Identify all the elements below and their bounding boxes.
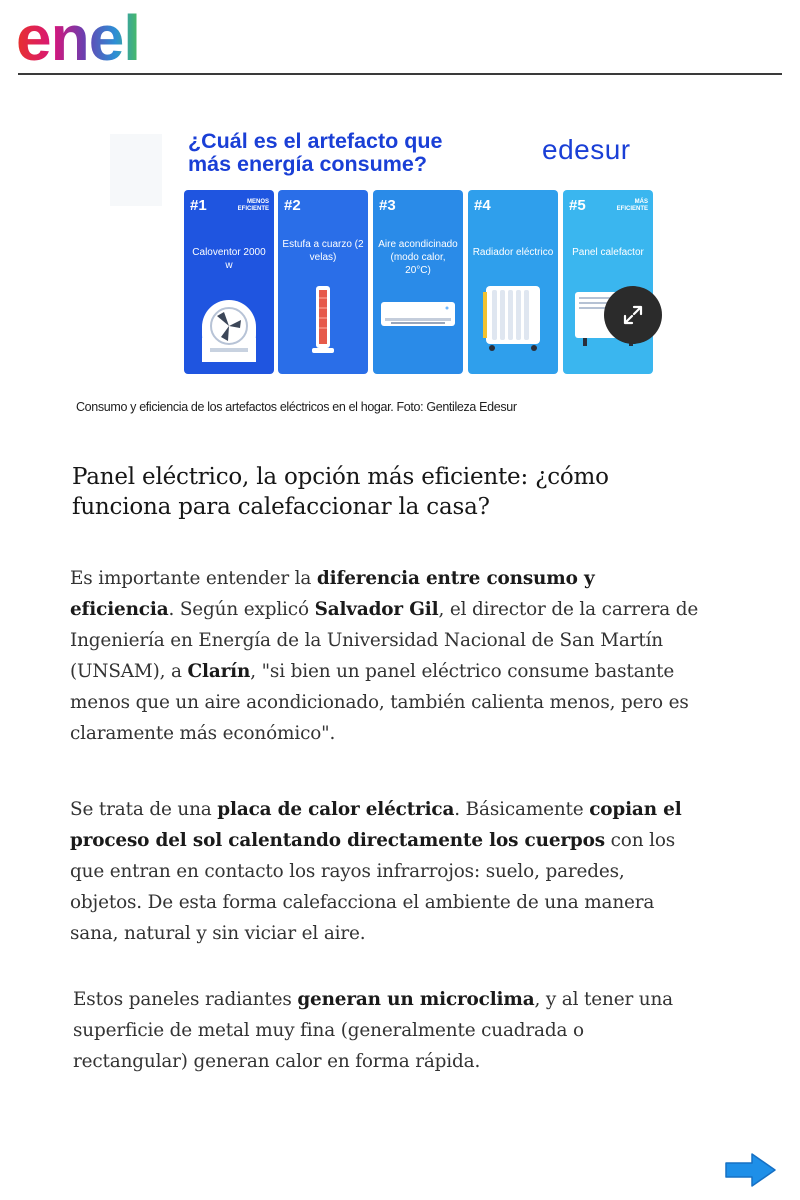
section-heading: Panel eléctrico, la opción más eficiente: ¿cómo funciona para calefaccionar la casa?	[72, 464, 609, 520]
enel-logo-text: enel	[16, 4, 141, 68]
card-rank: #2	[284, 197, 301, 214]
next-page-button[interactable]	[724, 1150, 778, 1190]
expand-icon	[623, 305, 643, 325]
infographic-title-line-2: más energía consume?	[188, 152, 427, 176]
card-badge-line-2: EFICIENTE	[237, 206, 269, 212]
card-label: Aire acondicinado (modo calor, 20°C)	[378, 239, 458, 276]
card-badge	[617, 199, 648, 213]
card-rank: #1	[190, 197, 207, 214]
bold-phrase: copian el proceso del sol calentando directamente los cuerpos	[70, 799, 682, 851]
text-run: , "si bien un panel eléctrico consume bastante menos que un aire acondicionado, también calienta menos, pero es claramente más económico".	[70, 661, 689, 744]
text-run: , el director de la carrera de Ingeniería en Energía de la Universidad Nacional de San Martín (UNSAM), a	[70, 599, 699, 682]
arrow-right-icon	[726, 1154, 775, 1186]
appliance-card-1	[184, 190, 274, 374]
infographic-title	[188, 130, 508, 176]
infographic-image[interactable]	[110, 128, 730, 410]
card-rank: #5	[569, 197, 586, 214]
text-run: Estos paneles radiantes	[73, 989, 298, 1010]
card-rank: #4	[474, 197, 491, 214]
article-paragraph-2	[70, 794, 700, 949]
card-label: Panel calefactor	[572, 247, 644, 258]
text-run: , y al tener una superficie de metal muy fina (generalmente cuadrada o rectangular) generan calor en forma rápida.	[73, 989, 673, 1072]
header-divider	[18, 73, 782, 75]
card-label: Radiador eléctrico	[472, 247, 554, 258]
expand-image-button[interactable]	[604, 286, 662, 344]
card-badge-line-1: MENOS	[246, 199, 269, 205]
card-badge	[238, 199, 269, 213]
edesur-logo: edesur	[542, 134, 631, 165]
quartz-heater-icon	[278, 286, 368, 372]
article-paragraph-3	[73, 984, 703, 1077]
appliance-card-3	[373, 190, 463, 374]
article-paragraph-1	[70, 563, 700, 749]
oil-radiator-icon	[468, 286, 558, 372]
card-badge-line-2: EFICIENTE	[616, 206, 648, 212]
card-badge-line-1: MÁS	[634, 199, 648, 205]
infographic-background-fragment	[110, 134, 162, 206]
fan-heater-icon	[184, 286, 274, 372]
brand-header	[0, 0, 800, 76]
text-run: . Básicamente	[454, 799, 590, 820]
bold-phrase: Clarín	[187, 661, 251, 682]
article-figure	[110, 128, 730, 410]
bold-phrase: placa de calor eléctrica	[217, 799, 455, 820]
bold-phrase: Salvador Gil	[314, 599, 439, 620]
air-conditioner-icon	[373, 286, 463, 372]
appliance-card-5	[563, 190, 653, 374]
bold-phrase: generan un microclima	[297, 989, 535, 1010]
bold-phrase: diferencia entre consumo y eficiencia	[70, 568, 595, 620]
card-label: Estufa a cuarzo (2 velas)	[282, 239, 364, 263]
text-run: . Según explicó	[168, 599, 315, 620]
text-run: Es importante entender la	[70, 568, 317, 589]
enel-logo[interactable]	[16, 4, 184, 68]
card-label: Caloventor 2000 w	[192, 247, 266, 271]
infographic-title-line-1: ¿Cuál es el artefacto que	[188, 129, 443, 153]
appliance-card-2	[278, 190, 368, 374]
figure-caption: Consumo y eficiencia de los artefactos eléctricos en el hogar. Foto: Gentileza Edesur	[76, 400, 517, 414]
appliance-card-4	[468, 190, 558, 374]
text-run: Se trata de una	[70, 799, 218, 820]
card-rank: #3	[379, 197, 396, 214]
text-run: con los que entran en contacto los rayos infrarrojos: suelo, paredes, objetos. De esta forma calefacciona el ambiente de una manera sana, natural y sin viciar el aire.	[70, 830, 676, 944]
